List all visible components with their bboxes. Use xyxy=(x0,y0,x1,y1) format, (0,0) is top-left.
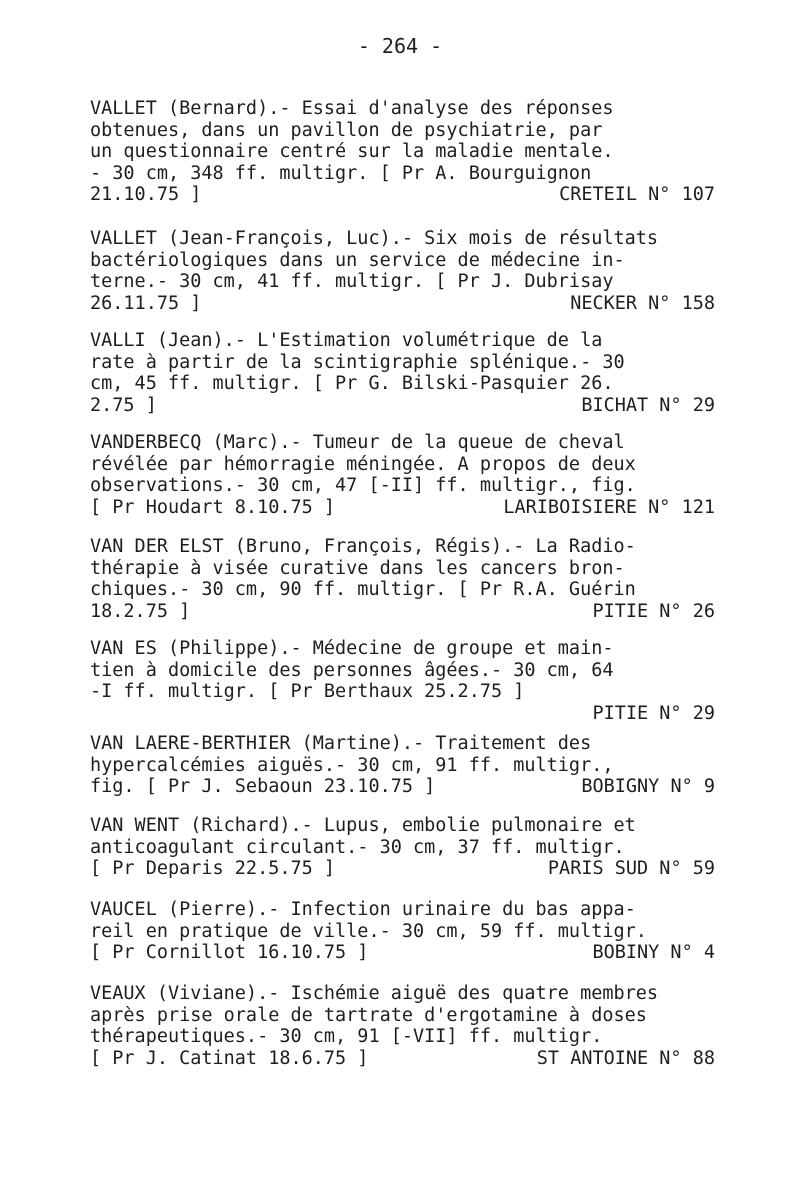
entry-date: [ Pr Houdart 8.10.75 ] xyxy=(90,496,336,518)
entry-line: hypercalcémies aiguës.- 30 cm, 91 ff. multigr., xyxy=(90,754,614,776)
entry-line: -I ff. multigr. [ Pr Berthaux 25.2.75 ] xyxy=(90,681,525,702)
entry-line: chiques.- 30 cm, 90 ff. multigr. [ Pr R.A. Guérin xyxy=(90,579,636,600)
entry-final-line xyxy=(90,858,715,880)
bibliography-entry-veaux-viviane xyxy=(90,983,715,1069)
page-number: - 264 - xyxy=(357,34,443,58)
entry-line: VAN WENT (Richard).- Lupus, embolie pulmonaire et xyxy=(90,815,636,836)
bibliography-entry-vaucel-pierre xyxy=(90,899,715,964)
bibliography-entry-van-der-elst-bruno xyxy=(90,536,715,622)
entry-line: VALLET (Bernard).- Essai d'analyse des réponses xyxy=(90,98,614,119)
entry-line: anticoagulant circulant.- 30 cm, 37 ff. multigr. xyxy=(90,836,625,858)
bibliography-entry-van-laere-berthier-martine xyxy=(90,733,715,798)
entry-date: [ Pr J. Catinat 18.6.75 ] xyxy=(90,1047,369,1069)
entry-line: reil en pratique de ville.- 30 cm, 59 ff. multigr. xyxy=(90,920,647,942)
entry-final-line xyxy=(90,293,715,315)
entry-final-line xyxy=(90,184,715,206)
entry-line: VAN LAERE-BERTHIER (Martine).- Traitement des xyxy=(90,733,592,754)
entry-line: thérapeutiques.- 30 cm, 91 [-VII] ff. multigr. xyxy=(90,1026,603,1047)
entry-location: PARIS SUD N° 59 xyxy=(547,858,715,879)
bibliography-entry-vanderbecq-marc xyxy=(90,432,715,518)
entry-final-line xyxy=(90,776,715,798)
entry-location: CRETEIL N° 107 xyxy=(559,184,715,205)
entry-location: LARIBOISIERE N° 121 xyxy=(503,496,715,518)
entry-line: thérapie à visée curative dans les cancers bron- xyxy=(90,557,625,579)
entry-line: - 30 cm, 348 ff. multigr. [ Pr A. Bourguignon xyxy=(90,162,592,184)
entry-line: VANDERBECQ (Marc).- Tumeur de la queue de cheval xyxy=(90,432,625,453)
entry-final-line xyxy=(90,497,715,519)
entry-location: BOBIGNY N° 9 xyxy=(581,776,715,797)
entry-location: PITIE N° 29 xyxy=(592,702,715,724)
bibliography-entry-van-es-philippe xyxy=(90,638,715,724)
entry-line: révélée par hémorragie méningée. A propos de deux xyxy=(90,453,636,475)
entry-location: BOBINY N° 4 xyxy=(592,942,715,963)
entry-date: 21.10.75 ] xyxy=(90,184,202,205)
bibliography-entry-valli-jean xyxy=(90,330,715,416)
entry-final-line xyxy=(90,942,715,964)
entry-date: 26.11.75 ] xyxy=(90,292,202,314)
entry-line: VEAUX (Viviane).- Ischémie aiguë des quatre membres xyxy=(90,983,659,1004)
entry-line: VALLET (Jean-François, Luc).- Six mois de résultats xyxy=(90,228,659,249)
entry-date: 18.2.75 ] xyxy=(90,600,191,622)
entry-line: VAUCEL (Pierre).- Infection urinaire du bas appa- xyxy=(90,899,636,920)
entry-line: terne.- 30 cm, 41 ff. multigr. [ Pr J. Dubrisay xyxy=(90,271,614,292)
entry-line: après prise orale de tartrate d'ergotamine à doses xyxy=(90,1004,647,1026)
entry-location: NECKER N° 158 xyxy=(570,292,715,314)
entry-date: [ Pr Cornillot 16.10.75 ] xyxy=(90,942,369,963)
bibliography-entry-vallet-jean-francois xyxy=(90,228,715,314)
entry-location: PITIE N° 26 xyxy=(592,600,715,622)
entry-date: 2.75 ] xyxy=(90,394,157,416)
entry-final-line xyxy=(90,703,715,725)
entry-final-line xyxy=(90,395,715,417)
entry-line: VALLI (Jean).- L'Estimation volumétrique de la xyxy=(90,330,603,351)
entry-line: un questionnaire centré sur la maladie mentale. xyxy=(90,141,614,162)
entry-line: VAN DER ELST (Bruno, François, Régis).- La Radio- xyxy=(90,536,636,557)
entry-date: fig. [ Pr J. Sebaoun 23.10.75 ] xyxy=(90,776,436,797)
entry-date: [ Pr Deparis 22.5.75 ] xyxy=(90,858,336,879)
entry-line: tien à domicile des personnes âgées.- 30 cm, 64 xyxy=(90,659,614,681)
entry-line: VAN ES (Philippe).- Médecine de groupe et main- xyxy=(90,638,614,659)
entry-line: obtenues, dans un pavillon de psychiatrie, par xyxy=(90,119,603,141)
entry-final-line xyxy=(90,1048,715,1070)
entry-location: ST ANTOINE N° 88 xyxy=(536,1047,715,1069)
bibliography-entry-van-went-richard xyxy=(90,815,715,880)
entry-line: rate à partir de la scintigraphie splénique.- 30 xyxy=(90,351,625,373)
bibliography-entry-vallet-bernard xyxy=(90,98,715,206)
entry-line: cm, 45 ff. multigr. [ Pr G. Bilski-Pasquier 26. xyxy=(90,373,614,394)
entry-location: BICHAT N° 29 xyxy=(581,394,715,416)
entry-line: bactériologiques dans un service de médecine in- xyxy=(90,249,625,271)
entry-line: observations.- 30 cm, 47 [-II] ff. multigr., fig. xyxy=(90,475,636,496)
entry-final-line xyxy=(90,601,715,623)
